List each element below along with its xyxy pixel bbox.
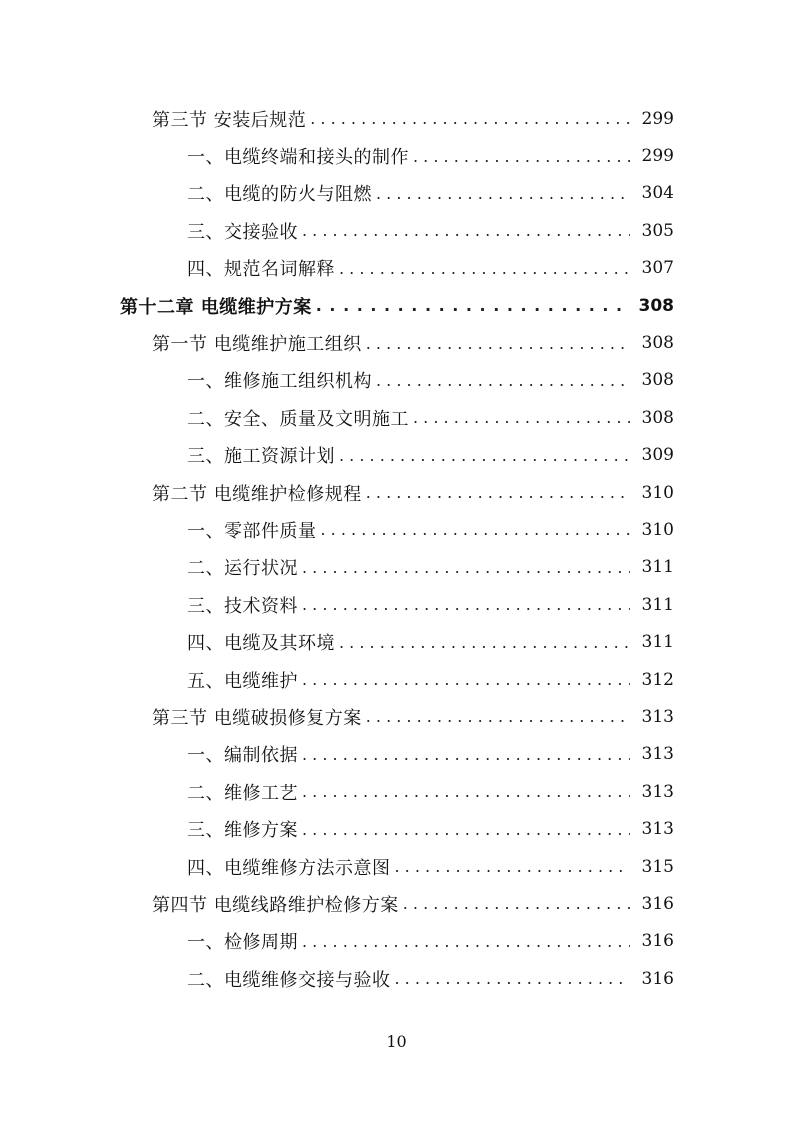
toc-entry-label: 第四节 电缆线路维护检修方案 [152, 894, 399, 916]
toc-entry-page: 313 [641, 781, 674, 802]
toc-entry-label: 二、安全、质量及文明施工 [187, 408, 409, 430]
toc-entry-page: 311 [641, 594, 674, 615]
toc-entry-page: 313 [641, 706, 674, 727]
toc-entry-label: 一、维修施工组织机构 [187, 371, 372, 393]
toc-entry-page: 308 [638, 295, 674, 316]
toc-entry-label: 第三节 电缆破损修复方案 [152, 707, 362, 729]
toc-subsection-entry[interactable] [0, 250, 793, 287]
toc-entry-page: 313 [641, 819, 674, 840]
toc-section-entry[interactable] [0, 324, 793, 361]
toc-entry-page: 308 [641, 407, 674, 428]
toc-subsection-entry[interactable] [0, 175, 793, 212]
toc-entry-page: 309 [641, 445, 674, 466]
toc-entry-label: 三、技术资料 [187, 595, 298, 617]
toc-entry-page: 308 [641, 333, 674, 354]
toc-entry-label: 三、维修方案 [187, 820, 298, 842]
toc-subsection-entry[interactable] [0, 923, 793, 960]
toc-subsection-entry[interactable] [0, 810, 793, 847]
toc-entry-label: 一、电缆终端和接头的制作 [187, 147, 409, 169]
toc-entry-label: 二、电缆的防火与阻燃 [187, 184, 372, 206]
toc-entry-page: 305 [641, 220, 674, 241]
toc-entry-page: 312 [641, 669, 674, 690]
toc-entry-label: 第十二章 电缆维护方案 [120, 296, 312, 318]
toc-section-entry[interactable] [0, 698, 793, 735]
toc-dot-leader [302, 595, 630, 614]
table-of-contents [0, 100, 793, 997]
toc-dot-leader [376, 371, 630, 390]
toc-entry-page: 299 [641, 108, 674, 129]
toc-entry-page: 311 [641, 632, 674, 653]
toc-entry-page: 316 [641, 893, 674, 914]
toc-subsection-entry[interactable] [0, 623, 793, 660]
toc-entry-label: 第一节 电缆维护施工组织 [152, 334, 362, 356]
toc-dot-leader [413, 147, 630, 166]
toc-subsection-entry[interactable] [0, 960, 793, 997]
toc-subsection-entry[interactable] [0, 437, 793, 474]
toc-dot-leader [302, 745, 630, 764]
toc-entry-page: 308 [641, 370, 674, 391]
toc-entry-label: 四、规范名词解释 [187, 259, 335, 281]
toc-entry-label: 三、交接验收 [187, 221, 298, 243]
toc-dot-leader [366, 334, 630, 353]
toc-section-entry[interactable] [0, 474, 793, 511]
toc-dot-leader [339, 259, 630, 278]
toc-entry-label: 四、电缆维修方法示意图 [187, 857, 391, 879]
toc-dot-leader [310, 109, 630, 128]
toc-section-entry[interactable] [0, 100, 793, 137]
toc-subsection-entry[interactable] [0, 661, 793, 698]
toc-subsection-entry[interactable] [0, 736, 793, 773]
toc-dot-leader [366, 483, 630, 502]
toc-dot-leader [316, 296, 630, 315]
toc-entry-page: 299 [641, 146, 674, 167]
toc-subsection-entry[interactable] [0, 212, 793, 249]
toc-dot-leader [302, 820, 630, 839]
toc-dot-leader [395, 857, 631, 876]
toc-dot-leader [395, 969, 631, 988]
page-number: 10 [386, 1032, 407, 1051]
toc-dot-leader [339, 446, 630, 465]
toc-entry-page: 313 [641, 744, 674, 765]
toc-entry-page: 316 [641, 968, 674, 989]
toc-entry-label: 一、零部件质量 [187, 520, 317, 542]
toc-entry-label: 一、检修周期 [187, 932, 298, 954]
toc-subsection-entry[interactable] [0, 399, 793, 436]
toc-chapter-entry[interactable] [0, 287, 793, 324]
toc-dot-leader [302, 782, 630, 801]
toc-entry-label: 一、编制依据 [187, 745, 298, 767]
toc-dot-leader [366, 707, 630, 726]
toc-entry-page: 311 [641, 557, 674, 578]
toc-subsection-entry[interactable] [0, 586, 793, 623]
toc-entry-label: 第二节 电缆维护检修规程 [152, 483, 362, 505]
toc-dot-leader [302, 221, 630, 240]
toc-dot-leader [376, 184, 630, 203]
toc-entry-label: 三、施工资源计划 [187, 446, 335, 468]
toc-subsection-entry[interactable] [0, 137, 793, 174]
toc-dot-leader [302, 558, 630, 577]
toc-subsection-entry[interactable] [0, 549, 793, 586]
toc-entry-label: 第三节 安装后规范 [152, 109, 307, 131]
toc-entry-label: 二、维修工艺 [187, 782, 298, 804]
toc-subsection-entry[interactable] [0, 773, 793, 810]
toc-section-entry[interactable] [0, 885, 793, 922]
toc-subsection-entry[interactable] [0, 362, 793, 399]
toc-dot-leader [321, 520, 631, 539]
toc-entry-label: 二、电缆维修交接与验收 [187, 969, 391, 991]
toc-dot-leader [413, 408, 630, 427]
toc-dot-leader [302, 932, 630, 951]
toc-entry-label: 五、电缆维护 [187, 670, 298, 692]
toc-entry-page: 310 [641, 482, 674, 503]
toc-entry-page: 316 [641, 931, 674, 952]
toc-entry-page: 307 [641, 258, 674, 279]
toc-entry-label: 二、运行状况 [187, 558, 298, 580]
toc-dot-leader [302, 670, 630, 689]
toc-entry-page: 304 [641, 183, 674, 204]
toc-entry-page: 315 [641, 856, 674, 877]
toc-dot-leader [339, 633, 630, 652]
toc-entry-page: 310 [641, 519, 674, 540]
toc-subsection-entry[interactable] [0, 511, 793, 548]
toc-dot-leader [403, 894, 630, 913]
toc-entry-label: 四、电缆及其环境 [187, 633, 335, 655]
toc-subsection-entry[interactable] [0, 848, 793, 885]
